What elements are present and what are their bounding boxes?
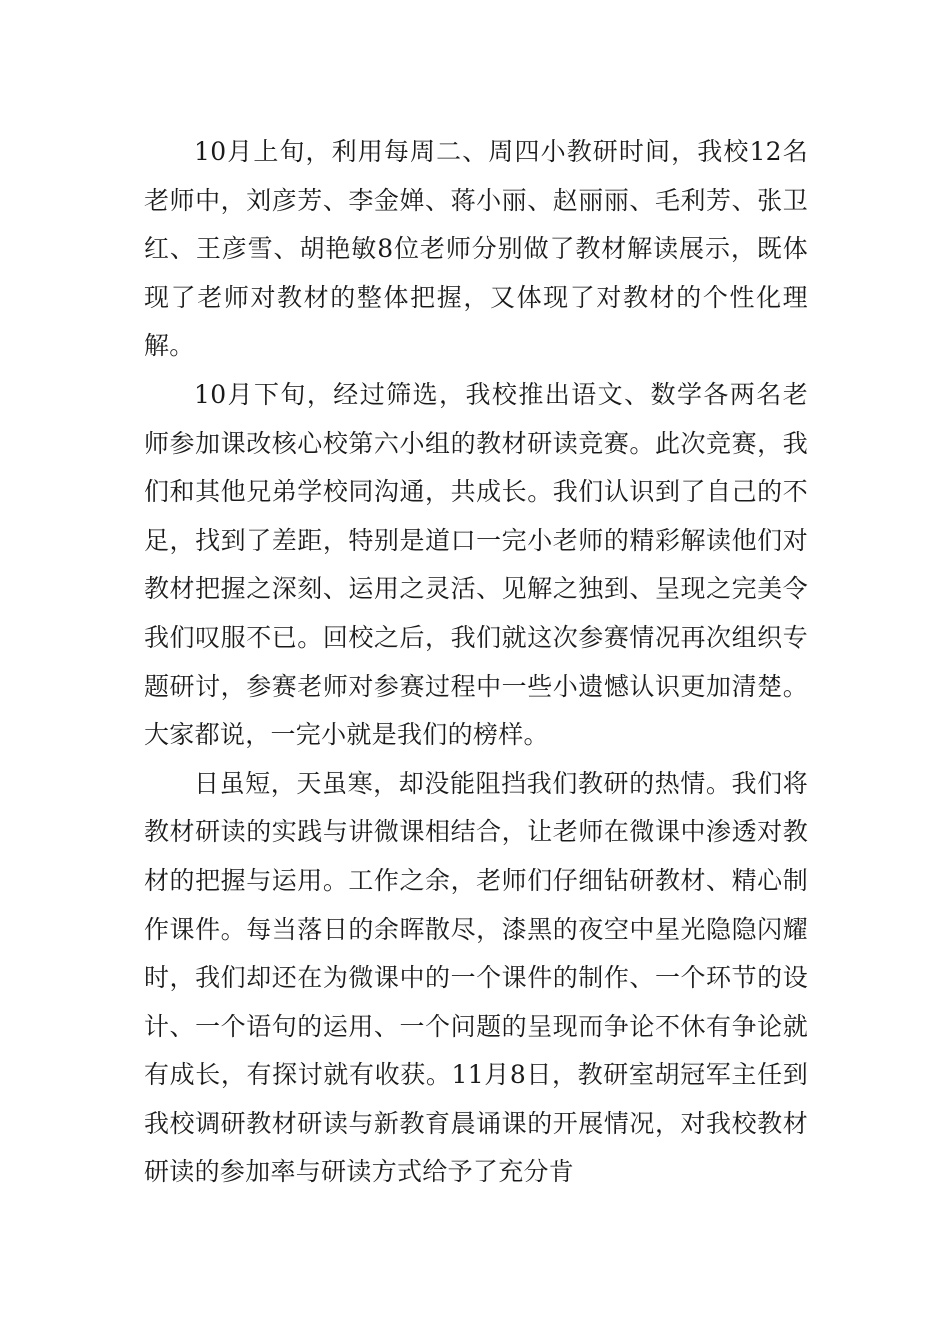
paragraph-teaching-interpretation: 10月上旬，利用每周二、周四小教研时间，我校12名老师中，刘彦芳、李金婵、蒋小丽、赵丽丽、毛利芳、张卫红、王彦雪、胡艳敏8位老师分别做了教材解读展示，既体现了老师对教材的整体把握，又体现了对教材的个性化理解。 [144, 137, 808, 361]
paragraph-micro-lessons: 日虽短，天虽寒，却没能阻挡我们教研的热情。我们将教材研读的实践与讲微课相结合，让老师在微课中渗透对教材的把握与运用。工作之余，老师们仔细钻研教材、精心制作课件。每当落日的余晖散尽，漆黑的夜空中星光隐隐闪耀时，我们却还在为微课中的一个课件的制作、一个环节的设计、一个语句的运用、一个问题的呈现而争论不休有争论就有成长，有探讨就有收获。11月8日，教研室胡冠军主任到我校调研教材研读与新教育晨诵课的开展情况，对我校教材研读的参加率与研读方式给予了充分肯 [144, 768, 808, 1187]
document-body [144, 128, 808, 1197]
paragraph-competition: 10月下旬，经过筛选，我校推出语文、数学各两名老师参加课改核心校第六小组的教材研读竞赛。此次竞赛，我们和其他兄弟学校同沟通，共成长。我们认识到了自己的不足，找到了差距，特别是道口一完小老师的精彩解读他们对教材把握之深刻、运用之灵活、见解之独到、呈现之完美令我们叹服不已。回校之后，我们就这次参赛情况再次组织专题研讨，参赛老师对参赛过程中一些小遗憾认识更加清楚。大家都说，一完小就是我们的榜样。 [144, 379, 808, 750]
